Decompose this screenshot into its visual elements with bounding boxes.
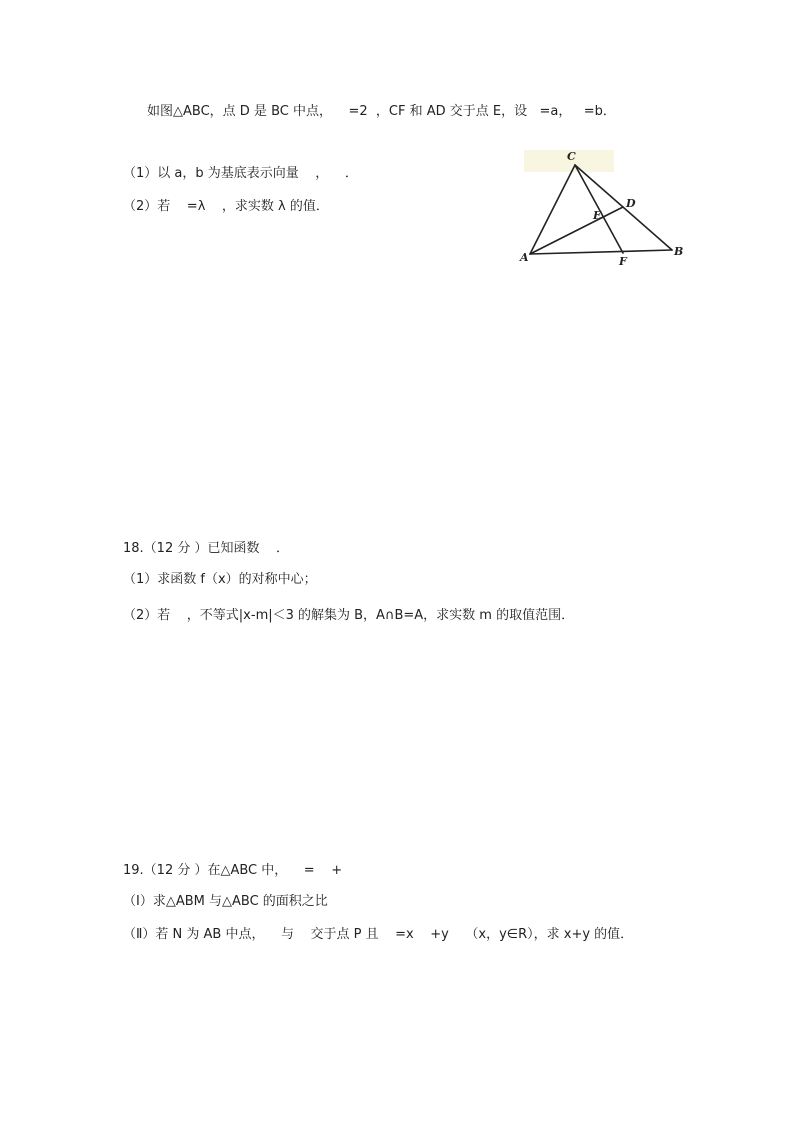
problem-19-part-2: （Ⅱ）若 N 为 AB 中点， 与 交于点 P 且 =x +y （x，y∈R），求 x+y 的值． xyxy=(123,927,634,942)
problem-17-intro: 如图△ABC，点 D 是 BC 中点， =2 ，CF 和 AD 交于点 E，设 =a， =b． xyxy=(147,104,616,119)
label-b: B xyxy=(674,245,684,258)
segment-ac xyxy=(530,165,575,254)
triangle-figure xyxy=(516,145,696,270)
label-c: C xyxy=(567,150,576,163)
problem-19-title: 19.（12 分 ）在△ABC 中， = + xyxy=(123,863,343,878)
problem-18-part-1: （1）求函数 f（x）的对称中心； xyxy=(123,572,317,587)
label-e: E xyxy=(593,209,602,222)
problem-18-title: 18.（12 分 ）已知函数 ． xyxy=(123,541,290,556)
problem-19-part-1: （Ⅰ）求△ABM 与△ABC 的面积之比 xyxy=(123,894,328,909)
segment-ab xyxy=(530,250,672,254)
problem-17-part-1: （1）以 a，b 为基底表示向量 ， ． xyxy=(123,166,358,181)
problem-17-part-2: （2）若 =λ ，求实数 λ 的值． xyxy=(123,199,329,214)
label-d: D xyxy=(626,197,636,210)
label-f: F xyxy=(619,255,627,268)
segment-ad xyxy=(530,207,623,254)
problem-18-part-2: （2）若 ，不等式|x-m|＜3 的解集为 B，A∩B=A，求实数 m 的取值范围． xyxy=(123,608,575,623)
label-a: A xyxy=(520,251,529,264)
